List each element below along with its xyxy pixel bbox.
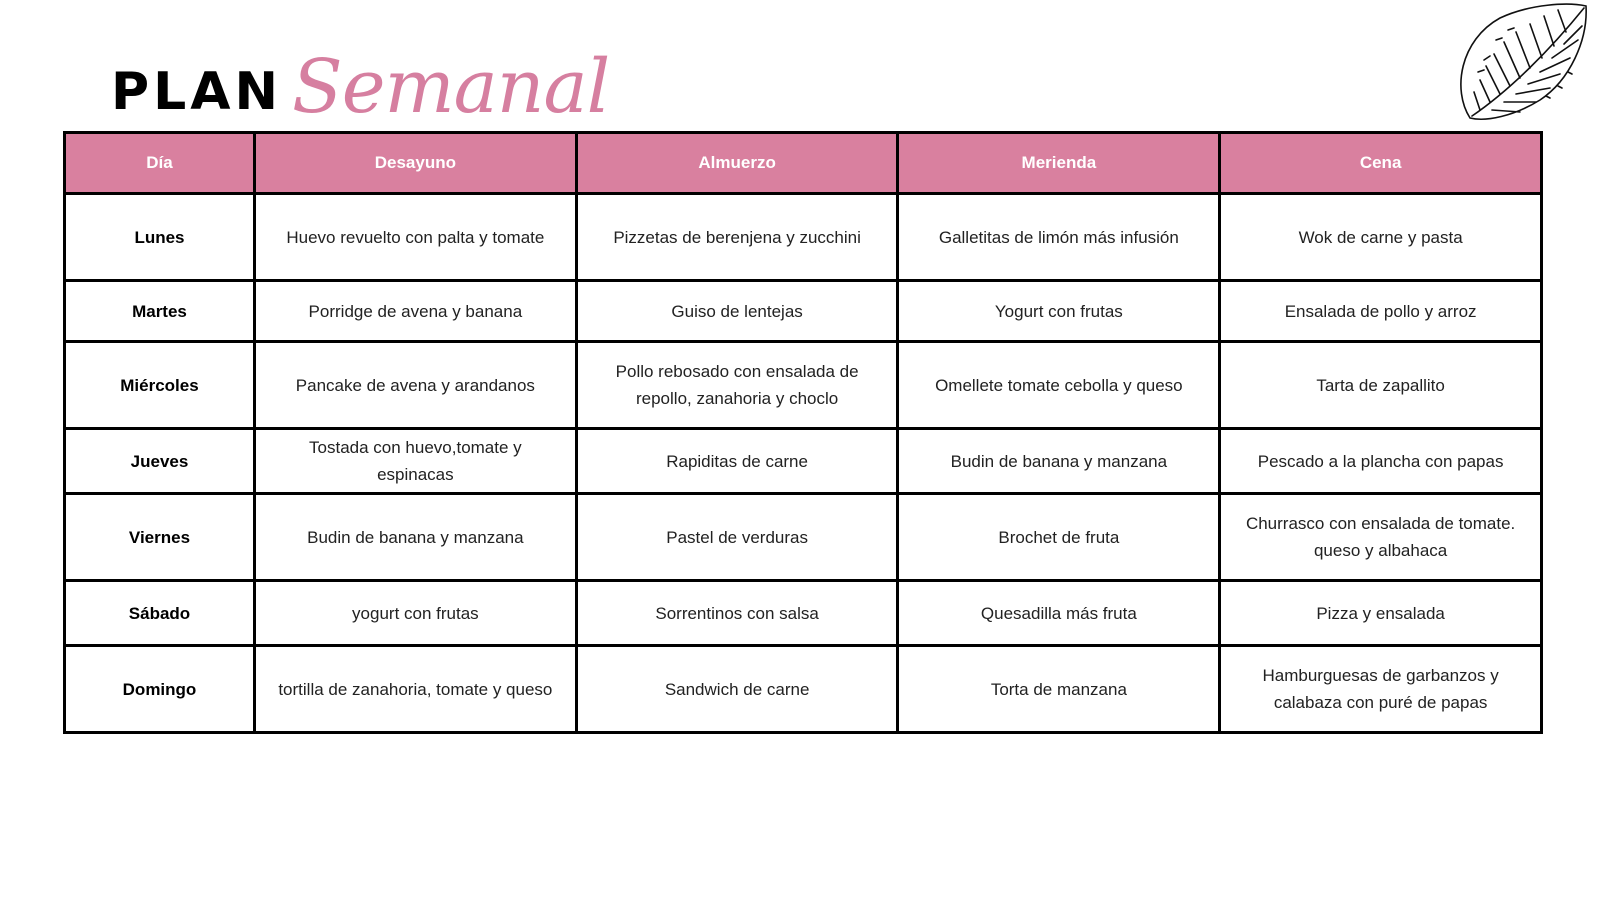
cena-cell: Ensalada de pollo y arroz [1220, 281, 1542, 342]
table-row [65, 581, 1542, 646]
cena-cell: Pescado a la plancha con papas [1220, 429, 1542, 494]
meal-plan-table [63, 131, 1543, 734]
almuerzo-cell: Sandwich de carne [576, 646, 898, 733]
almuerzo-cell: Guiso de lentejas [576, 281, 898, 342]
header-almuerzo: Almuerzo [576, 133, 898, 194]
title-plan: PLAN [111, 62, 283, 122]
table-row [65, 194, 1542, 281]
desayuno-cell: Budin de banana y manzana [254, 494, 576, 581]
page-title [111, 30, 609, 130]
table-row [65, 646, 1542, 733]
day-cell: Domingo [65, 646, 255, 733]
cena-cell: Wok de carne y pasta [1220, 194, 1542, 281]
header-cena: Cena [1220, 133, 1542, 194]
almuerzo-cell: Pizzetas de berenjena y zucchini [576, 194, 898, 281]
cena-cell: Tarta de zapallito [1220, 342, 1542, 429]
merienda-cell: Quesadilla más fruta [898, 581, 1220, 646]
table-row [65, 494, 1542, 581]
almuerzo-cell: Pastel de verduras [576, 494, 898, 581]
cena-cell: Pizza y ensalada [1220, 581, 1542, 646]
almuerzo-cell: Sorrentinos con salsa [576, 581, 898, 646]
merienda-cell: Torta de manzana [898, 646, 1220, 733]
desayuno-cell: Pancake de avena y arandanos [254, 342, 576, 429]
day-cell: Sábado [65, 581, 255, 646]
leaf-icon [1450, 0, 1590, 128]
day-cell: Lunes [65, 194, 255, 281]
merienda-cell: Galletitas de limón más infusión [898, 194, 1220, 281]
almuerzo-cell: Rapiditas de carne [576, 429, 898, 494]
table-row [65, 429, 1542, 494]
day-cell: Miércoles [65, 342, 255, 429]
almuerzo-cell: Pollo rebosado con ensalada de repollo, zanahoria y choclo [576, 342, 898, 429]
desayuno-cell: yogurt con frutas [254, 581, 576, 646]
desayuno-cell: Porridge de avena y banana [254, 281, 576, 342]
merienda-cell: Budin de banana y manzana [898, 429, 1220, 494]
header-desayuno: Desayuno [254, 133, 576, 194]
day-cell: Martes [65, 281, 255, 342]
header-dia: Día [65, 133, 255, 194]
cena-cell: Hamburguesas de garbanzos y calabaza con puré de papas [1220, 646, 1542, 733]
desayuno-cell: tortilla de zanahoria, tomate y queso [254, 646, 576, 733]
header-row [65, 133, 1542, 194]
merienda-cell: Brochet de fruta [898, 494, 1220, 581]
merienda-cell: Omellete tomate cebolla y queso [898, 342, 1220, 429]
table-row [65, 281, 1542, 342]
desayuno-cell: Huevo revuelto con palta y tomate [254, 194, 576, 281]
header-merienda: Merienda [898, 133, 1220, 194]
desayuno-cell: Tostada con huevo,tomate y espinacas [254, 429, 576, 494]
title-semanal: Semanal [292, 44, 610, 130]
day-cell: Viernes [65, 494, 255, 581]
cena-cell: Churrasco con ensalada de tomate. queso y albahaca [1220, 494, 1542, 581]
table-row [65, 342, 1542, 429]
merienda-cell: Yogurt con frutas [898, 281, 1220, 342]
day-cell: Jueves [65, 429, 255, 494]
